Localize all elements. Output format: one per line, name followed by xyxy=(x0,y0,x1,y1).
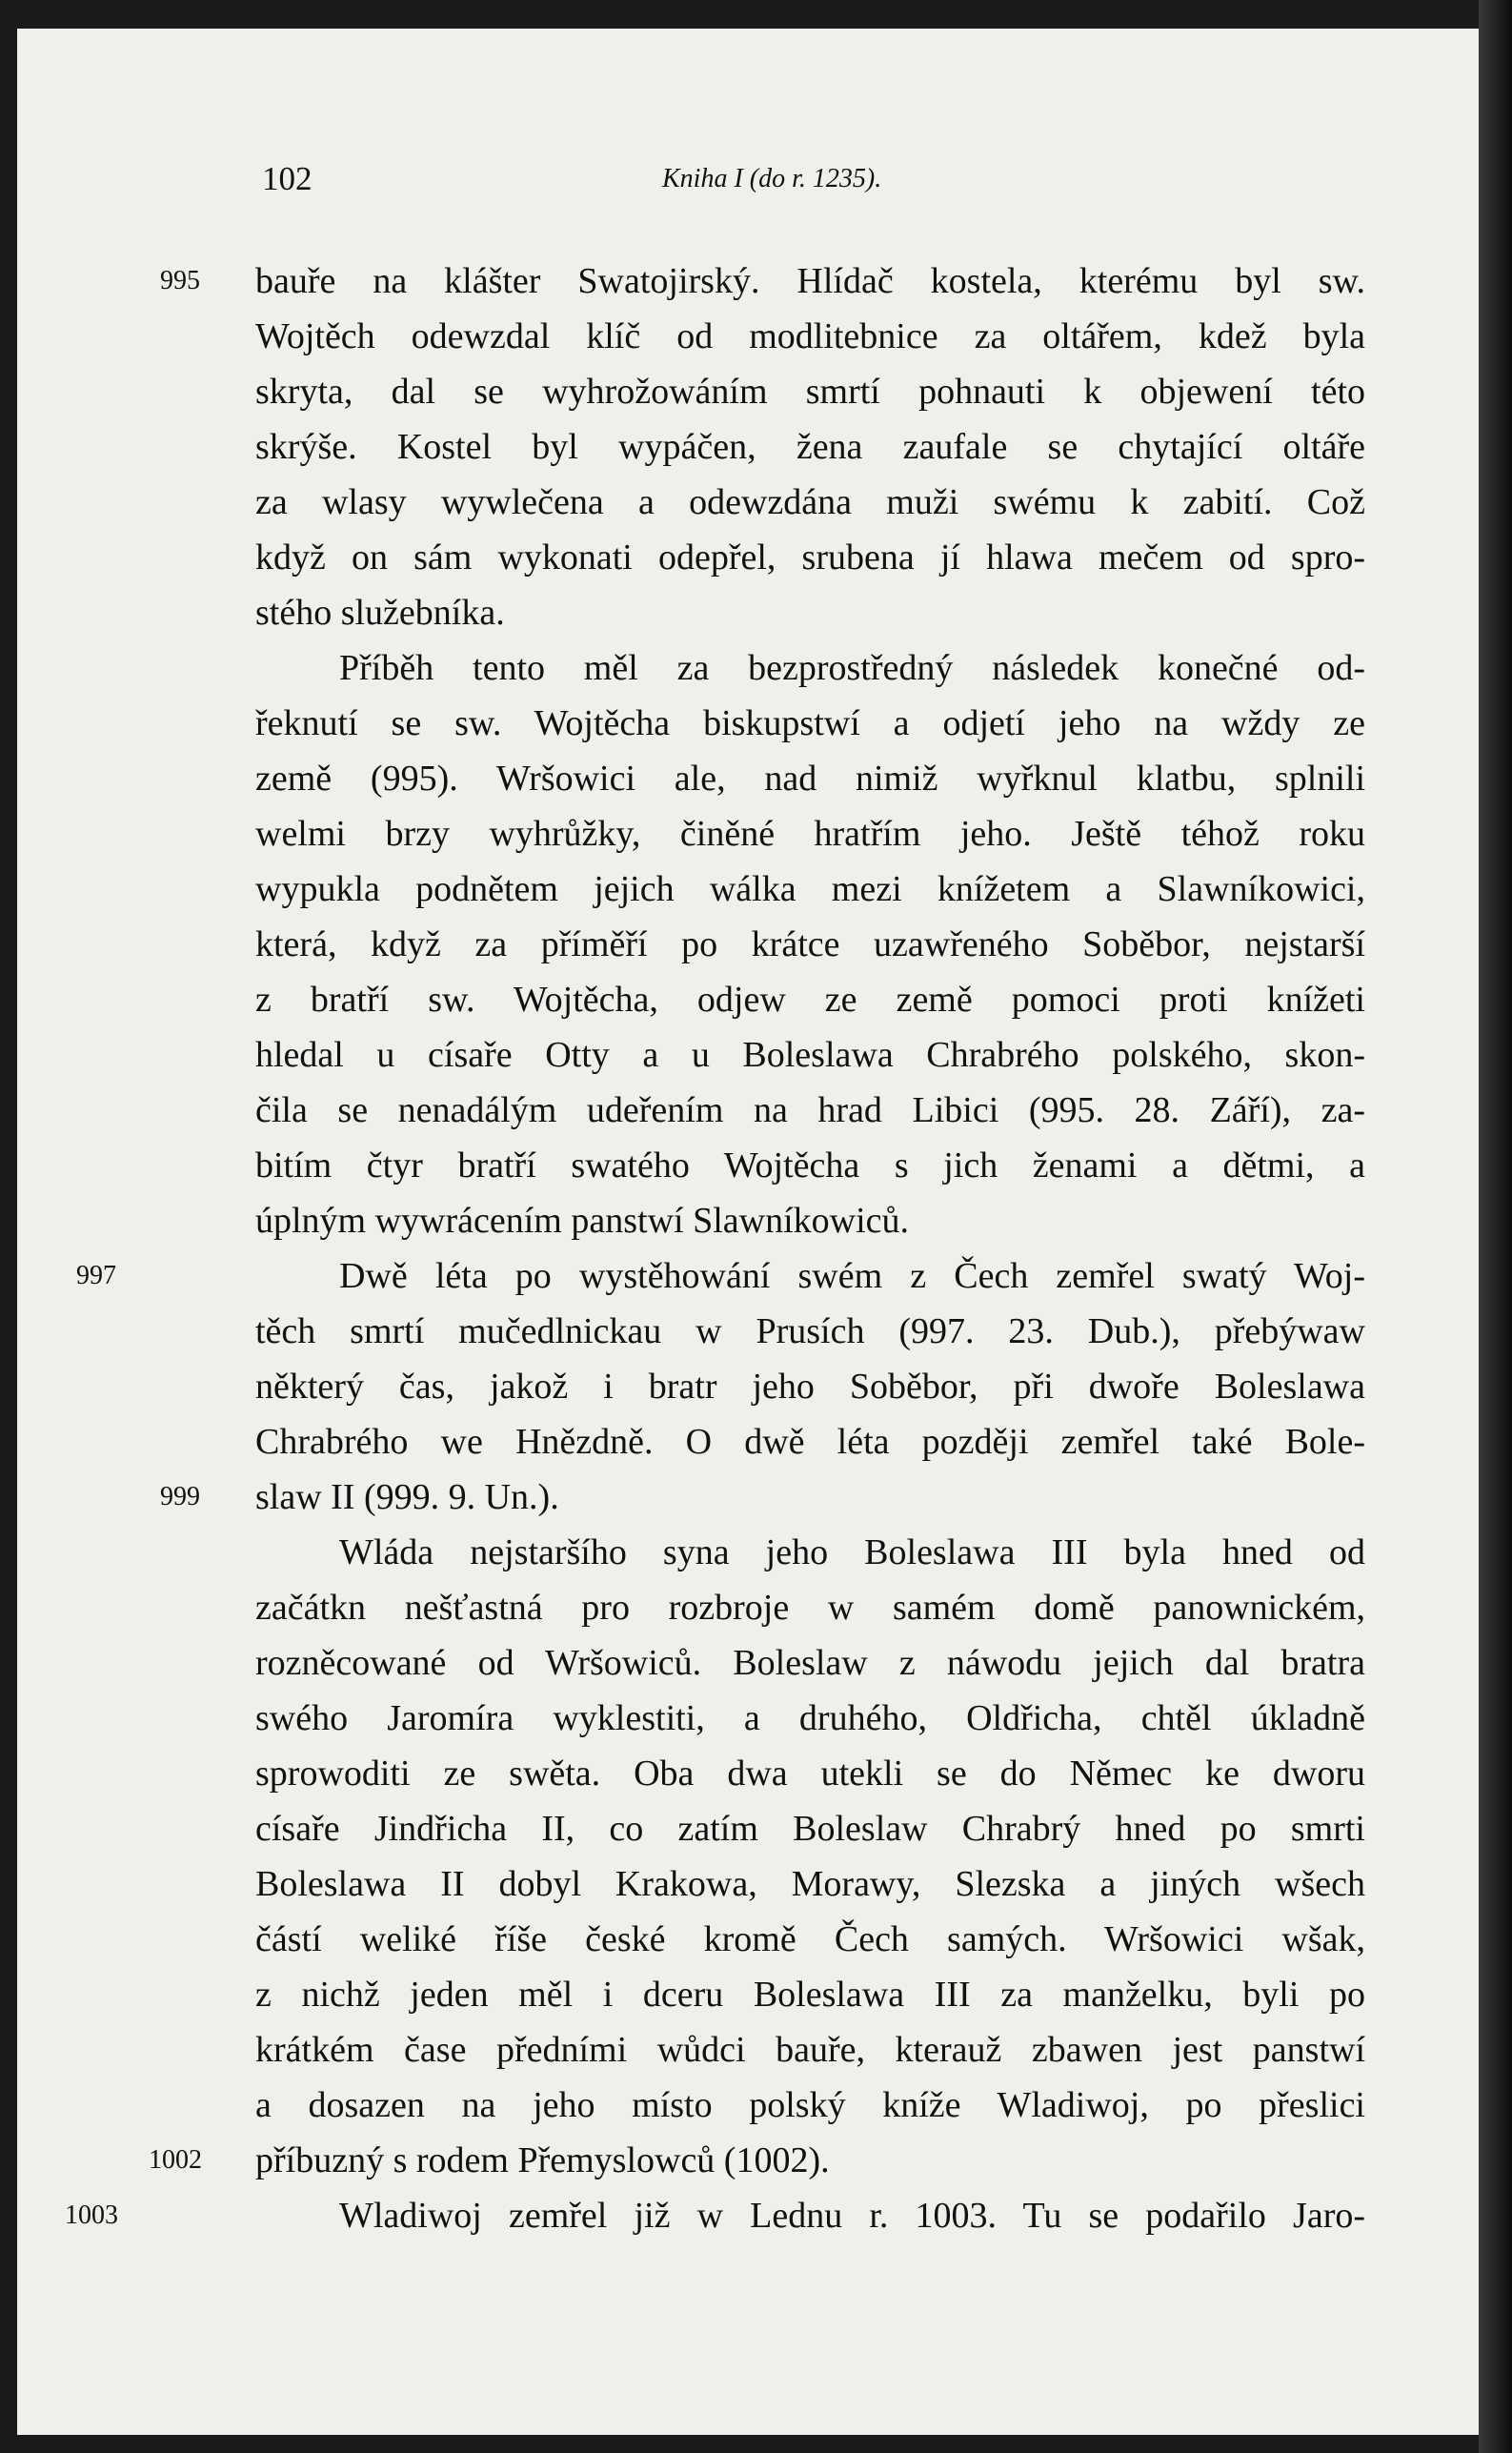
line-text: wypukla podnětem jejich wálka mezi knížetem a Slawníkowici, xyxy=(255,869,1365,909)
line-text: welmi brzy wyhrůžky, činěné hratřím jeho. Ještě téhož roku xyxy=(255,814,1365,854)
text-line xyxy=(255,696,1365,751)
text-line xyxy=(255,1414,1365,1470)
line-text: slaw II (999. 9. Un.). xyxy=(255,1477,559,1517)
line-text: krátkém čase předními wůdci bauře, kterauž zbawen jest panstwí xyxy=(255,2030,1365,2070)
line-text: císaře Jindřicha II, co zatím Boleslaw Chrabrý hned po smrti xyxy=(255,1809,1365,1849)
text-line xyxy=(255,1801,1365,1856)
text-line xyxy=(255,2078,1365,2133)
line-text: a dosazen na jeho místo polský kníže Wladiwoj, po přeslici xyxy=(255,2085,1365,2125)
text-line xyxy=(255,640,1365,696)
line-text: hledal u císaře Otty a u Boleslawa Chrabrého polského, skon- xyxy=(255,1035,1365,1075)
line-text: Chrabrého we Hnězdně. O dwě léta později zemřel také Bole- xyxy=(255,1422,1365,1462)
text-line xyxy=(160,253,1365,309)
line-text: bitím čtyr bratří swatého Wojtěcha s jich ženami a dětmi, a xyxy=(255,1145,1365,1186)
line-text: částí weliké říše české kromě Čech samých. Wršowici wšak, xyxy=(255,1919,1365,1959)
text-line xyxy=(255,309,1365,364)
text-line xyxy=(255,1138,1365,1193)
text-line xyxy=(149,2133,1365,2188)
text-line xyxy=(65,2188,1365,2243)
text-line xyxy=(255,1580,1365,1635)
margin-year: 1002 xyxy=(149,2145,202,2175)
line-text: sprowoditi ze swěta. Oba dwa utekli se do Němec ke dworu xyxy=(255,1754,1365,1794)
line-text: příbuzný s rodem Přemyslowců (1002). xyxy=(255,2140,830,2180)
line-text: řeknutí se sw. Wojtěcha biskupstwí a odjetí jeho na wždy ze xyxy=(255,703,1365,743)
text-line xyxy=(255,1027,1365,1083)
text-line xyxy=(255,751,1365,806)
text-line xyxy=(255,1746,1365,1801)
text-line xyxy=(255,1912,1365,1967)
running-head: Kniha I (do r. 1235). xyxy=(662,164,882,193)
page-header xyxy=(262,160,967,206)
line-text: země (995). Wršowici ale, nad nimiž wyřknul klatbu, splnili xyxy=(255,759,1365,799)
margin-year: 997 xyxy=(76,1261,116,1290)
text-line xyxy=(255,862,1365,917)
line-text: úplným wywrácením panstwí Slawníkowiců. xyxy=(255,1201,910,1241)
text-line xyxy=(255,364,1365,419)
line-text: z nichž jeden měl i dceru Boleslawa III za manželku, byli po xyxy=(255,1975,1365,2015)
line-text: Wladiwoj zemřel již w Lednu r. 1003. Tu se podařilo Jaro- xyxy=(339,2196,1365,2236)
line-text: Wláda nejstaršího syna jeho Boleslawa III byla hned od xyxy=(339,1532,1365,1572)
line-text: Dwě léta po wystěhowání swém z Čech zemřel swatý Woj- xyxy=(339,1256,1365,1296)
line-text: když on sám wykonati odepřel, srubena jí hlawa mečem od spro- xyxy=(255,537,1365,578)
text-line xyxy=(255,1525,1365,1580)
line-text: skryta, dal se wyhrožowáním smrtí pohnauti k objewení této xyxy=(255,372,1365,412)
line-text: stého služebníka. xyxy=(255,593,505,633)
text-line xyxy=(255,1193,1365,1248)
line-text: začátkn nešťastná pro rozbroje w samém domě panownickém, xyxy=(255,1588,1365,1628)
text-line xyxy=(255,585,1365,640)
line-text: Příběh tento měl za bezprostředný následek konečné od- xyxy=(339,648,1365,688)
line-text: která, když za příměří po krátce uzawřeného Soběbor, nejstarší xyxy=(255,924,1365,964)
line-text: skrýše. Kostel byl wypáčen, žena zaufale se chytající oltáře xyxy=(255,427,1365,467)
line-text: z bratří sw. Wojtěcha, odjew ze země pomoci proti knížeti xyxy=(255,980,1365,1020)
text-line xyxy=(255,1635,1365,1691)
page-number: 102 xyxy=(262,160,312,197)
text-line xyxy=(255,1856,1365,1912)
margin-year: 995 xyxy=(160,266,200,295)
line-text: za wlasy wywlečena a odewzdána muži swému k zabití. Což xyxy=(255,482,1365,522)
text-line xyxy=(255,419,1365,475)
line-text: Wojtěch odewzdal klíč od modlitebnice za oltářem, kdež byla xyxy=(255,316,1365,356)
text-line xyxy=(160,1470,1365,1525)
body-text xyxy=(65,253,1365,2243)
text-line xyxy=(255,1691,1365,1746)
text-line xyxy=(255,530,1365,585)
margin-year: 1003 xyxy=(65,2200,118,2230)
line-text: Boleslawa II dobyl Krakowa, Morawy, Slezska a jiných wšech xyxy=(255,1864,1365,1904)
text-line xyxy=(255,806,1365,862)
text-line xyxy=(255,972,1365,1027)
margin-year: 999 xyxy=(160,1482,200,1511)
text-line xyxy=(76,1248,1365,1304)
text-line xyxy=(255,1083,1365,1138)
text-line xyxy=(255,917,1365,972)
text-line xyxy=(255,1304,1365,1359)
text-line xyxy=(255,2022,1365,2078)
text-line xyxy=(255,1359,1365,1414)
line-text: bauře na klášter Swatojirský. Hlídač kostela, kterému byl sw. xyxy=(255,261,1365,301)
text-line xyxy=(255,475,1365,530)
line-text: těch smrtí mučedlnickau w Prusích (997. 23. Dub.), přebýwaw xyxy=(255,1311,1365,1351)
line-text: čila se nenadálým udeřením na hrad Libici (995. 28. Září), za- xyxy=(255,1090,1365,1130)
line-text: rozněcowané od Wršowiců. Boleslaw z náwodu jejich dal bratra xyxy=(255,1643,1365,1683)
page-edge-shadow xyxy=(1479,0,1512,2453)
line-text: swého Jaromíra wyklestiti, a druhého, Oldřicha, chtěl úkladně xyxy=(255,1698,1365,1738)
text-line xyxy=(255,1967,1365,2022)
line-text: některý čas, jakož i bratr jeho Soběbor, při dwoře Boleslawa xyxy=(255,1367,1365,1407)
